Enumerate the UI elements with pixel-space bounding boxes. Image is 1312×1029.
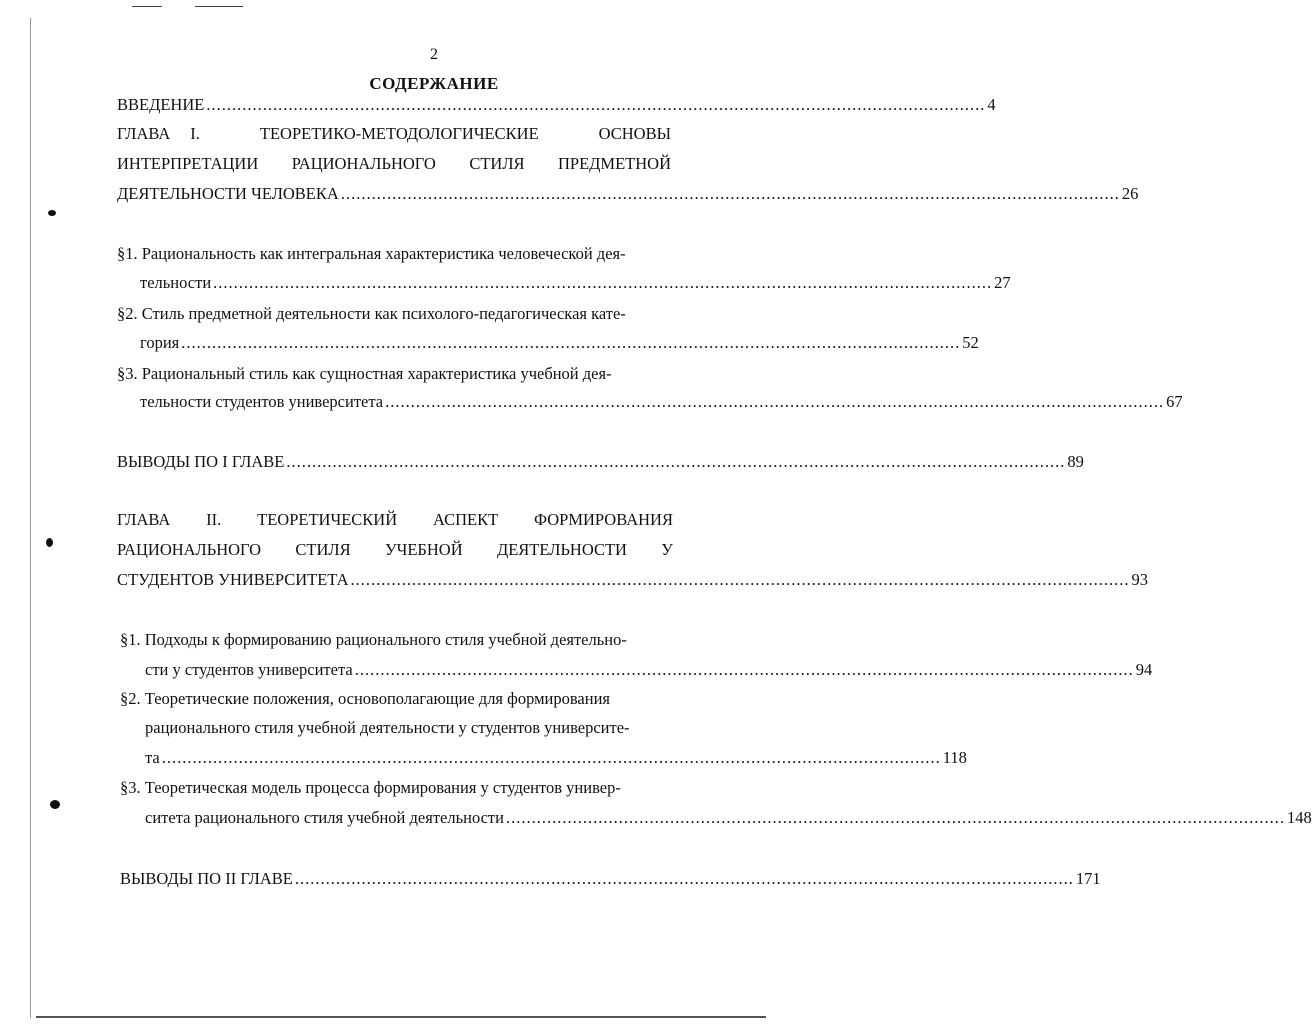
entry-label: ВВЕДЕНИЕ (117, 95, 205, 114)
section-2-1-line2: сти у студентов университета ........................................................................................................................................................ 94 (145, 660, 1153, 679)
dot-leader: ........................................................................................................................................................ (354, 660, 1134, 679)
page-ref: 4 (987, 95, 996, 114)
page-ref: 67 (1166, 392, 1183, 411)
chapter2-title-line3: СТУДЕНТОВ УНИВЕРСИТЕТА ........................................................................................................................................................ 93 (117, 570, 1148, 589)
scan-speck (50, 800, 60, 809)
page-ref: 89 (1067, 452, 1084, 471)
scan-speck (46, 538, 53, 547)
page-ref: 118 (942, 748, 967, 767)
section-1-3-line1: §3. Рациональный стиль как сущностная характеристика учебной дея- (117, 364, 612, 383)
section-2-1-line1: §1. Подходы к формированию рационального стиля учебной деятельно- (120, 630, 627, 649)
page-ref: 27 (994, 273, 1011, 292)
section-2-3-line2: ситета рационального стиля учебной деятельности ........................................................................................................................................................ 148 (145, 808, 1312, 827)
dot-leader: ........................................................................................................................................................ (213, 273, 993, 292)
dot-leader: ........................................................................................................................................................ (206, 95, 986, 114)
scan-edge-bottom (36, 1016, 766, 1018)
toc-entry-intro (117, 95, 996, 115)
section-2-2-line2: рационального стиля учебной деятельности у студентов университе- (145, 718, 630, 737)
dot-leader: ........................................................................................................................................................ (161, 748, 941, 767)
chapter1-title-line2: ИНТЕРПРЕТАЦИИ РАЦИОНАЛЬНОГО СТИЛЯ ПРЕДМЕТНОЙ (117, 154, 671, 173)
scan-speck (48, 210, 56, 216)
dot-leader: ........................................................................................................................................................ (181, 333, 961, 352)
page-ref: 148 (1286, 808, 1312, 827)
scan-mark (132, 6, 162, 7)
section-2-2-line3: та ........................................................................................................................................................ 118 (145, 748, 967, 767)
toc-heading: СОДЕРЖАНИЕ (369, 74, 499, 93)
dot-leader: ........................................................................................................................................................ (340, 184, 1120, 203)
scan-edge-left (30, 18, 31, 1018)
section-2-3-line1: §3. Теоретическая модель процесса формирования у студентов универ- (120, 778, 621, 797)
page-ref: 94 (1135, 660, 1153, 679)
dot-leader: ........................................................................................................................................................ (286, 452, 1066, 471)
section-1-2-line2: гория ........................................................................................................................................................ 52 (140, 333, 979, 352)
chapter2-title-line1: ГЛАВА II. ТЕОРЕТИЧЕСКИЙ АСПЕКТ ФОРМИРОВАНИЯ (117, 510, 673, 529)
section-1-1-line2: тельности ........................................................................................................................................................ 27 (140, 273, 1011, 292)
chapter2-title-line2: РАЦИОНАЛЬНОГО СТИЛЯ УЧЕБНОЙ ДЕЯТЕЛЬНОСТИ У (117, 540, 673, 559)
chapter2-conclusions: ВЫВОДЫ ПО II ГЛАВЕ ........................................................................................................................................................ 171 (120, 869, 1101, 888)
page-number: 2 (430, 46, 438, 63)
dot-leader: ........................................................................................................................................................ (350, 570, 1130, 589)
page-ref: 26 (1121, 184, 1139, 203)
section-1-3-line2: тельности студентов университета ........................................................................................................................................................ 67 (140, 392, 1183, 411)
dot-leader: ........................................................................................................................................................ (385, 392, 1165, 411)
section-1-1-line1: §1. Рациональность как интегральная характеристика человеческой дея- (117, 244, 626, 263)
scan-mark (195, 6, 243, 7)
chapter1-conclusions: ВЫВОДЫ ПО I ГЛАВЕ ........................................................................................................................................................ 89 (117, 452, 1084, 471)
dot-leader: ........................................................................................................................................................ (294, 869, 1074, 888)
section-1-2-line1: §2. Стиль предметной деятельности как психолого-педагогическая кате- (117, 304, 626, 323)
chapter1-title-line3: ДЕЯТЕЛЬНОСТИ ЧЕЛОВЕКА ........................................................................................................................................................ 26 (117, 184, 1139, 203)
page-ref: 52 (962, 333, 979, 352)
chapter1-title-line1: ГЛАВА I. ТЕОРЕТИКО-МЕТОДОЛОГИЧЕСКИЕ ОСНОВЫ (117, 124, 671, 143)
dot-leader: ........................................................................................................................................................ (505, 808, 1285, 827)
page-ref: 93 (1131, 570, 1148, 589)
page-ref: 171 (1075, 869, 1101, 888)
section-2-2-line1: §2. Теоретические положения, основополагающие для формирования (120, 689, 610, 708)
